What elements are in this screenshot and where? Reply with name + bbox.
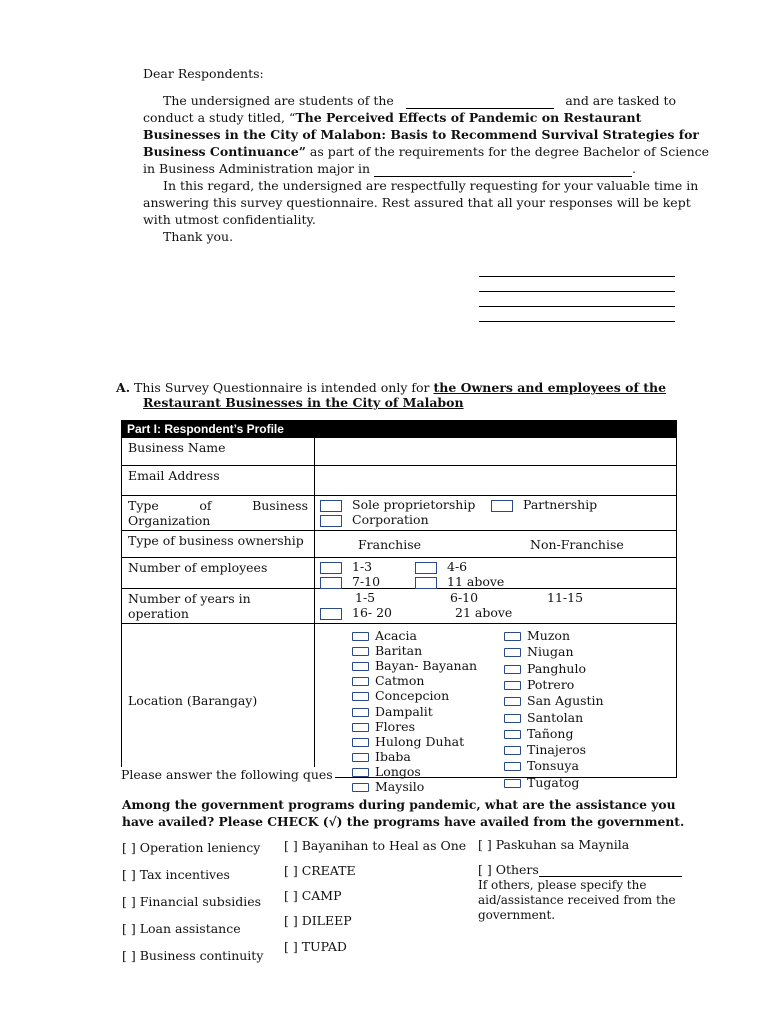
p2-line-3: with utmost confidentiality.: [143, 212, 316, 227]
barangay-label: Santolan: [527, 709, 584, 725]
barangay-option[interactable]: [504, 710, 583, 725]
barangay-label: Hulong Duhat: [375, 733, 465, 749]
p1-text-e: in Business Administration major in: [143, 161, 370, 176]
program-paskuhan[interactable]: [ ] Paskuhan sa Maynila: [478, 837, 630, 852]
signature-line-4[interactable]: [479, 321, 675, 322]
instruction-text: Please answer the following ques: [121, 767, 333, 782]
barangay-label: Tugatog: [527, 774, 580, 790]
barangay-option[interactable]: [352, 628, 417, 643]
barangay-option[interactable]: [504, 758, 579, 773]
option-emp-7-10: 7-10: [352, 574, 381, 589]
checkbox-years-16-20[interactable]: [320, 608, 342, 620]
program-operation-leniency[interactable]: [ ] Operation leniency: [122, 840, 261, 855]
signature-line-2[interactable]: [479, 291, 675, 292]
program-camp[interactable]: [ ] CAMP: [284, 888, 342, 903]
barangay-checkbox[interactable]: [352, 753, 369, 762]
barangay-checkbox[interactable]: [504, 665, 521, 674]
profile-header: Part I: Respondent’s Profile: [121, 420, 677, 438]
barangay-checkbox[interactable]: [504, 697, 521, 706]
barangay-label: Flores: [375, 718, 415, 734]
barangay-checkbox[interactable]: [504, 648, 521, 657]
study-title-1: The Perceived Effects of Pandemic on Restaurant: [295, 110, 642, 125]
barangay-checkbox[interactable]: [352, 708, 369, 717]
barangay-label: Tonsuya: [527, 758, 579, 774]
option-years-16-20: 16- 20: [352, 605, 393, 620]
barangay-checkbox[interactable]: [504, 746, 521, 755]
barangay-checkbox[interactable]: [352, 768, 369, 777]
program-loan-assistance[interactable]: [ ] Loan assistance: [122, 921, 241, 936]
barangay-label: Catmon: [375, 673, 425, 689]
barangay-checkbox[interactable]: [352, 692, 369, 701]
p1-text-d: as part of the requirements for the degree Bachelor of Science: [309, 144, 710, 159]
others-note: If others, please specify the aid/assistance received from the government.: [478, 878, 676, 922]
school-blank[interactable]: [406, 92, 554, 109]
barangay-label: Tinajeros: [527, 742, 587, 758]
label-ownership: Type of business ownership: [122, 531, 315, 558]
study-title-2: Businesses in the City of Malabon: Basis to Recommend Survival Strategies for: [143, 127, 700, 142]
checkbox-partnership[interactable]: [491, 500, 513, 512]
option-emp-1-3: 1-3: [352, 559, 373, 574]
ownership-options: [315, 531, 677, 558]
option-years-21-above[interactable]: 21 above: [455, 605, 513, 620]
label-years: Number of years in operation: [122, 589, 315, 624]
barangay-option[interactable]: [504, 628, 570, 643]
program-bayanihan[interactable]: [ ] Bayanihan to Heal as One: [284, 838, 467, 853]
barangay-label: Tañong: [527, 725, 574, 741]
org-type-options: [315, 496, 677, 531]
thank-you: Thank you.: [163, 229, 234, 244]
input-email[interactable]: [315, 466, 677, 496]
salutation: Dear Respondents:: [143, 66, 264, 81]
barangay-option[interactable]: [504, 775, 579, 790]
barangay-label: Longos: [375, 763, 421, 779]
barangay-option[interactable]: [504, 693, 604, 708]
barangay-checkbox[interactable]: [352, 783, 369, 792]
barangay-option[interactable]: [504, 677, 574, 692]
barangay-option[interactable]: [352, 749, 411, 764]
barangay-label: Potrero: [527, 676, 575, 692]
barangay-checkbox[interactable]: [352, 677, 369, 686]
barangay-checkbox[interactable]: [504, 632, 521, 641]
barangay-label: Muzon: [527, 628, 571, 643]
label-business-name: Business Name: [122, 438, 315, 466]
signature-line-3[interactable]: [479, 306, 675, 307]
section-a-target-1: the Owners and employees of the: [433, 380, 667, 395]
program-dileep[interactable]: [ ] DILEEP: [284, 913, 352, 928]
p1-end: .: [631, 161, 636, 176]
barangay-label: Panghulo: [527, 660, 586, 676]
option-franchise[interactable]: Franchise: [358, 537, 422, 552]
option-years-6-10[interactable]: 6-10: [450, 590, 479, 605]
barangay-option[interactable]: [352, 643, 422, 658]
p2-line-2: answering this survey questionnaire. Rest assured that all your responses will be kept: [143, 195, 691, 210]
barangay-option[interactable]: [504, 726, 573, 741]
p1-text-b: and are tasked to: [565, 93, 676, 108]
option-years-1-5[interactable]: 1-5: [355, 590, 376, 605]
section-a-label: A.: [116, 380, 131, 395]
option-partnership: Partnership: [523, 497, 598, 512]
section-a: [116, 380, 666, 410]
label-location: Location (Barangay): [122, 624, 315, 778]
label-employees: Number of employees: [122, 558, 315, 589]
option-non-franchise[interactable]: Non-Franchise: [530, 537, 624, 552]
barangay-checkbox[interactable]: [504, 762, 521, 771]
barangay-label: Ibaba: [375, 748, 411, 764]
barangay-label: Bayan- Bayanan: [375, 658, 478, 674]
employee-options: [315, 558, 677, 589]
option-emp-4-6: 4-6: [447, 559, 468, 574]
barangay-option[interactable]: [352, 719, 415, 734]
question: [122, 796, 684, 830]
barangay-option[interactable]: [352, 658, 477, 673]
checkbox-emp-11-above[interactable]: [415, 577, 437, 589]
option-corporation: Corporation: [352, 512, 429, 527]
checkbox-emp-4-6[interactable]: [415, 562, 437, 574]
barangay-option[interactable]: [504, 742, 586, 757]
letter-paragraph-1: [143, 92, 710, 245]
section-a-intro: This Survey Questionnaire is intended only for: [134, 380, 430, 395]
program-create[interactable]: [ ] CREATE: [284, 863, 356, 878]
question-line-1: Among the government programs during pandemic, what are the assistance you: [122, 797, 676, 812]
barangay-checkbox[interactable]: [352, 632, 369, 641]
input-business-name[interactable]: [315, 438, 677, 466]
years-options: [315, 589, 677, 624]
section-a-target-2: Restaurant Businesses in the City of Malabon: [143, 395, 464, 410]
barangay-option[interactable]: [352, 704, 433, 719]
barangay-checkbox[interactable]: [504, 779, 521, 788]
label-email: Email Address: [122, 466, 315, 496]
question-line-2: have availed? Please CHECK (√) the programs have availed from the government.: [122, 814, 685, 829]
signature-line-1[interactable]: [479, 276, 675, 277]
program-business-continuity[interactable]: [ ] Business continuity: [122, 948, 264, 963]
label-org-type: Type of Business Organization: [122, 496, 315, 531]
barangay-label: San Agustin: [527, 693, 604, 709]
option-sole: Sole proprietorship: [352, 497, 476, 512]
barangay-label: Dampalit: [375, 703, 433, 719]
others-label: [ ] Others: [478, 862, 539, 877]
barangay-label: Maysilo: [375, 779, 425, 794]
barangay-label: Niugan: [527, 644, 574, 660]
barangay-option[interactable]: [352, 673, 424, 688]
barangay-label: Concepcion: [375, 688, 450, 704]
checkbox-sole[interactable]: [320, 500, 342, 512]
p1-text-a: The undersigned are students of the: [163, 93, 394, 108]
study-title-3: Business Continuance”: [143, 144, 306, 159]
barangay-checkbox[interactable]: [504, 730, 521, 739]
barangay-checkbox[interactable]: [504, 714, 521, 723]
barangay-checkbox[interactable]: [352, 738, 369, 747]
program-others[interactable]: [478, 862, 682, 877]
others-blank[interactable]: [539, 876, 682, 877]
barangay-checkbox[interactable]: [504, 681, 521, 690]
program-tupad[interactable]: [ ] TUPAD: [284, 939, 347, 954]
program-tax-incentives[interactable]: [ ] Tax incentives: [122, 867, 230, 882]
barangay-option[interactable]: [352, 779, 424, 794]
barangay-label: Acacia: [375, 628, 417, 643]
option-emp-11-above: 11 above: [447, 574, 505, 589]
barangay-checkbox[interactable]: [352, 647, 369, 656]
barangay-option[interactable]: [504, 644, 574, 659]
barangay-checkbox[interactable]: [352, 723, 369, 732]
option-years-11-15[interactable]: 11-15: [547, 590, 584, 605]
barangay-option[interactable]: [504, 661, 586, 676]
p1-text-c: conduct a study titled, “: [143, 110, 296, 125]
checkbox-emp-1-3[interactable]: [320, 562, 342, 574]
barangay-option[interactable]: [352, 734, 464, 749]
checkbox-corporation[interactable]: [320, 515, 342, 527]
p2-line-1: In this regard, the undersigned are respectfully requesting for your valuable time in: [163, 178, 699, 193]
barangay-checkbox[interactable]: [352, 662, 369, 671]
checkbox-emp-7-10[interactable]: [320, 577, 342, 589]
program-financial-subsidies[interactable]: [ ] Financial subsidies: [122, 894, 262, 909]
barangay-option[interactable]: [352, 688, 449, 703]
location-options: [315, 624, 677, 794]
profile-table: [121, 437, 677, 794]
barangay-label: Baritan: [375, 643, 423, 659]
barangay-option[interactable]: [352, 764, 421, 779]
